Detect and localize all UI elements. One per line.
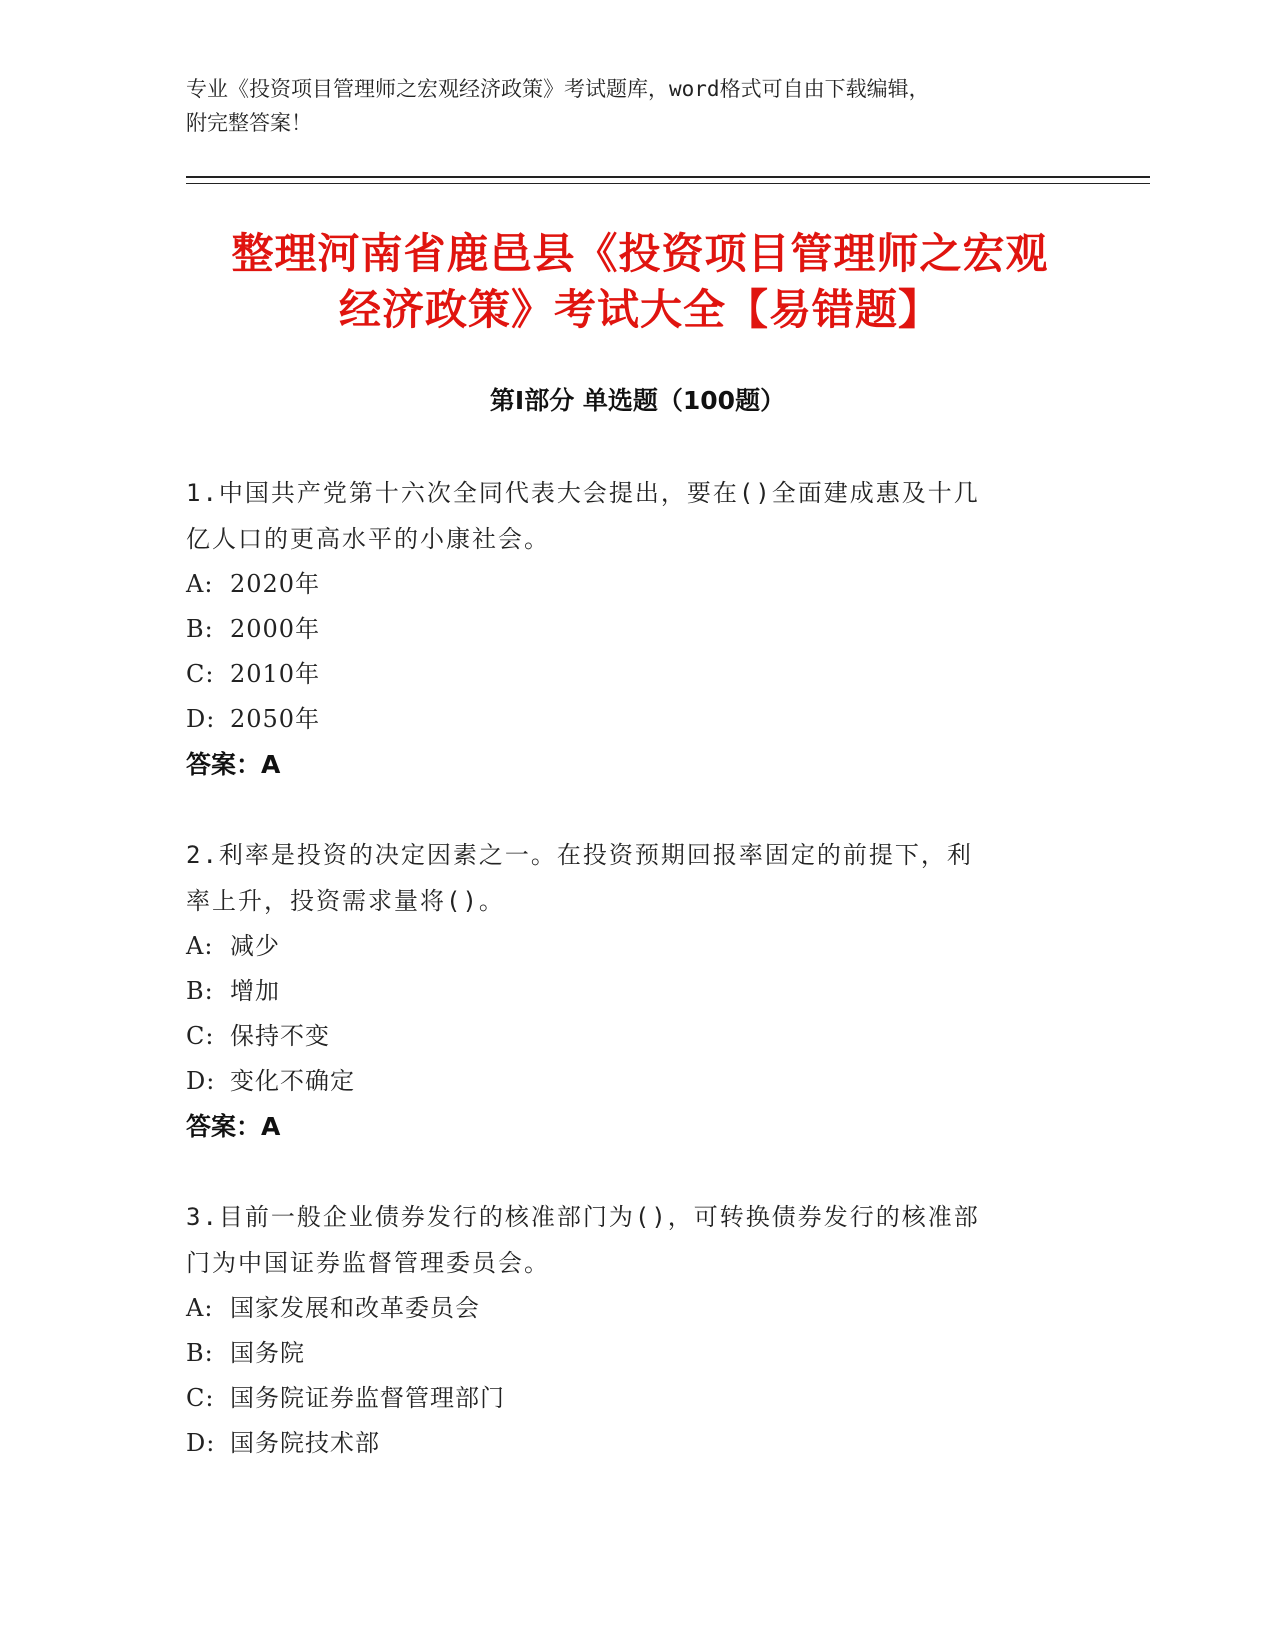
document-title-line-2: 经济政策》考试大全【易错题】 xyxy=(338,285,941,334)
header-divider-thick xyxy=(186,176,1150,178)
option-text: 2010年 xyxy=(230,660,321,688)
option-letter: A: xyxy=(186,1294,214,1322)
option-letter: C: xyxy=(186,1384,215,1412)
option-a xyxy=(186,1286,1066,1331)
header-note-line-2: 附完整答案！ xyxy=(186,111,312,135)
option-text: 2050年 xyxy=(230,705,321,733)
option-text: 变化不确定 xyxy=(230,1067,355,1095)
header-note xyxy=(186,72,1066,140)
option-letter: B: xyxy=(186,977,214,1005)
option-letter: D: xyxy=(186,1429,216,1457)
header-note-line-1: 专业《投资项目管理师之宏观经济政策》考试题库，word格式可自由下载编辑， xyxy=(186,77,930,101)
question-stem-line-1: 2.利率是投资的决定因素之一。在投资预期回报率固定的前提下，利 xyxy=(186,841,973,869)
option-text: 国务院技术部 xyxy=(230,1429,380,1457)
option-a xyxy=(186,924,1066,969)
option-c xyxy=(186,1014,1066,1059)
option-letter: A: xyxy=(186,932,214,960)
option-a xyxy=(186,562,1066,607)
option-letter: D: xyxy=(186,705,216,733)
option-letter: B: xyxy=(186,615,214,643)
header-divider-thin xyxy=(186,183,1150,184)
question-stem-line-1: 3.目前一般企业债券发行的核准部门为()，可转换债券发行的核准部 xyxy=(186,1203,980,1231)
answer-line: 答案：A xyxy=(186,750,281,779)
option-b xyxy=(186,607,1066,652)
answer-line: 答案：A xyxy=(186,1112,281,1141)
option-text: 国务院 xyxy=(230,1339,305,1367)
option-letter: A: xyxy=(186,570,214,598)
option-letter: C: xyxy=(186,1022,215,1050)
option-b xyxy=(186,1331,1066,1376)
question-1 xyxy=(186,470,1066,788)
question-stem-line-1: 1.中国共产党第十六次全同代表大会提出，要在()全面建成惠及十几 xyxy=(186,479,980,507)
option-text: 减少 xyxy=(230,932,280,960)
question-3 xyxy=(186,1194,1066,1466)
option-text: 2000年 xyxy=(230,615,321,643)
option-d xyxy=(186,697,1066,742)
option-c xyxy=(186,652,1066,697)
section-heading: 第Ⅰ部分 单选题（100题） xyxy=(489,386,786,415)
option-c xyxy=(186,1376,1066,1421)
option-text: 国务院证券监督管理部门 xyxy=(230,1384,505,1412)
document-title xyxy=(160,226,1120,338)
option-text: 保持不变 xyxy=(230,1022,330,1050)
question-stem-line-2: 门为中国证券监督管理委员会。 xyxy=(186,1249,550,1277)
option-letter: C: xyxy=(186,660,215,688)
question-stem-line-2: 亿人口的更高水平的小康社会。 xyxy=(186,525,550,553)
option-letter: B: xyxy=(186,1339,214,1367)
option-text: 增加 xyxy=(230,977,280,1005)
question-stem-line-2: 率上升，投资需求量将()。 xyxy=(186,887,505,915)
option-text: 2020年 xyxy=(230,570,321,598)
document-title-line-1: 整理河南省鹿邑县《投资项目管理师之宏观 xyxy=(231,229,1049,278)
option-d xyxy=(186,1421,1066,1466)
question-2 xyxy=(186,832,1066,1150)
option-text: 国家发展和改革委员会 xyxy=(230,1294,480,1322)
option-letter: D: xyxy=(186,1067,216,1095)
option-b xyxy=(186,969,1066,1014)
option-d xyxy=(186,1059,1066,1104)
